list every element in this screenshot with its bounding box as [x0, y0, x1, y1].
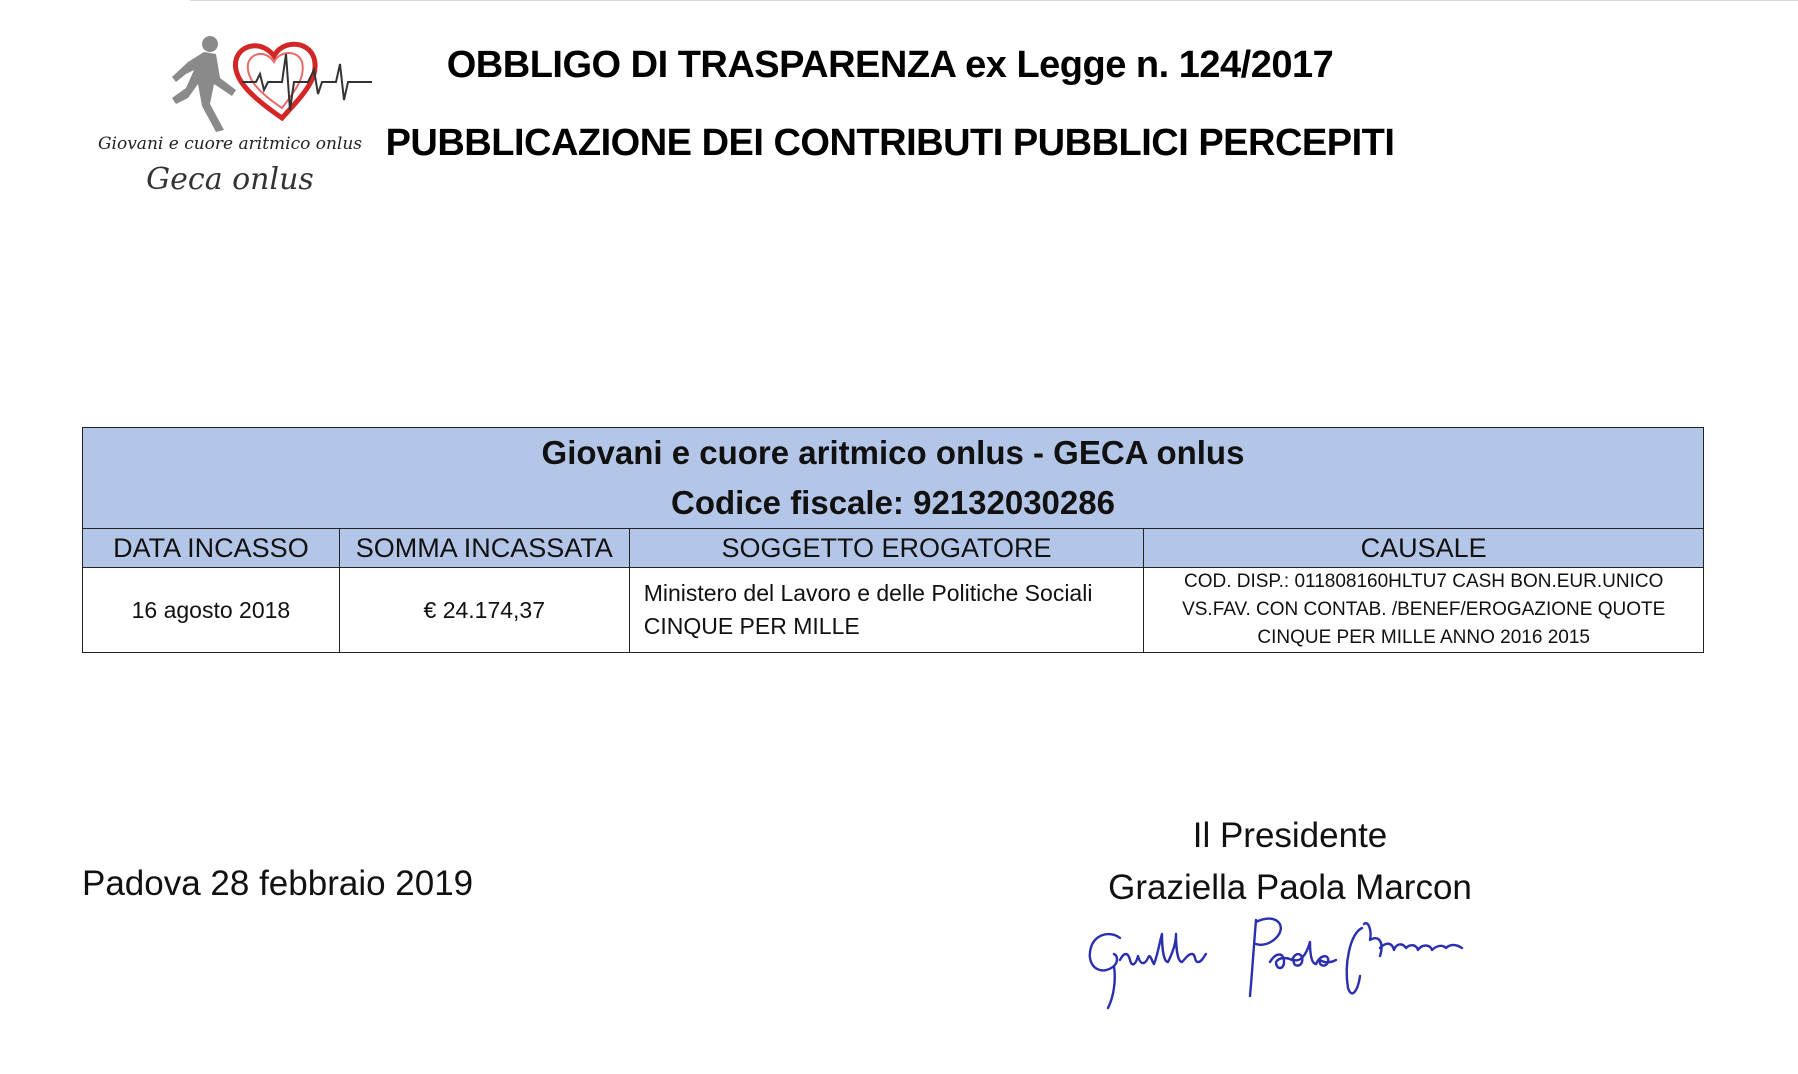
document-subtitle: PUBBLICAZIONE DEI CONTRIBUTI PUBBLICI PERCEPITI [385, 122, 1395, 164]
cell-amount: € 24.174,37 [339, 568, 629, 653]
cell-date: 16 agosto 2018 [83, 568, 340, 653]
reason-line-2: VS.FAV. CON CONTAB. /BENEF/EROGAZIONE QUOTE [1182, 599, 1666, 620]
payer-line-1: Ministero del Lavoro e delle Politiche Sociali [643, 580, 1093, 606]
payer-line-2: CINQUE PER MILLE [643, 613, 860, 639]
table-row [83, 568, 1704, 653]
logo-organization-name: Giovani e cuore aritmico onlus [97, 134, 363, 154]
handwritten-signature [1080, 904, 1490, 1016]
column-header-amount: SOMMA INCASSATA [339, 529, 629, 568]
column-header-payer: SOGGETTO EROGATORE [629, 529, 1144, 568]
reason-line-3: CINQUE PER MILLE ANNO 2016 2015 [1257, 627, 1590, 648]
column-header-row [83, 529, 1704, 568]
fiscal-code: Codice fiscale: 92132030286 [671, 484, 1115, 521]
column-header-date: DATA INCASSO [83, 529, 340, 568]
top-border-line [190, 0, 1798, 1]
geca-logo [80, 30, 380, 210]
cell-reason [1144, 568, 1704, 653]
runner-heart-logo-icon [132, 34, 382, 134]
table-title-cell [83, 428, 1704, 529]
document-title: OBBLIGO DI TRASPARENZA ex Legge n. 124/2017 [446, 44, 1334, 86]
president-name: Graziella Paola Marcon [1108, 868, 1472, 907]
contributions-table [82, 427, 1704, 653]
president-role: Il Presidente [1192, 816, 1388, 855]
table-title-row [83, 428, 1704, 529]
column-header-reason: CAUSALE [1144, 529, 1704, 568]
organization-name: Giovani e cuore aritmico onlus - GECA onlus [541, 434, 1245, 471]
reason-line-1: COD. DISP.: 011808160HLTU7 CASH BON.EUR.UNICO [1183, 571, 1664, 592]
president-block [1040, 810, 1540, 914]
cell-payer [629, 568, 1144, 653]
place-and-date: Padova 28 febbraio 2019 [82, 864, 474, 903]
logo-short-name: Geca onlus [146, 162, 314, 197]
